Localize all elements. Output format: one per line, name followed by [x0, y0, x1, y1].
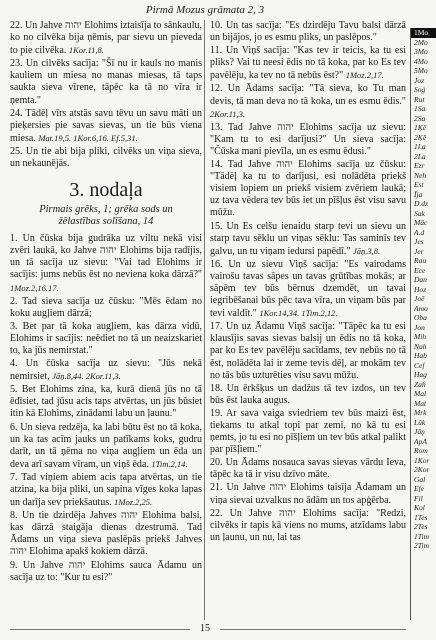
verse-text: 3. Bet par tā koka augļiem, kas dārza vidū, Elohims ir sacījis: neēdiet no tā un neaizskariet to, ka jūs nemirstat." [10, 320, 202, 356]
book-tab[interactable]: Gal [414, 474, 426, 484]
verse-text: 9. Un Jahve יהוה Elohims sauca Ādamu un sacīja uz to: "Kur tu esi?" [10, 559, 202, 583]
book-tab[interactable]: Mal [414, 389, 427, 398]
verse [210, 221, 406, 258]
running-header: Pirmā Mozus grāmata 2, 3 [145, 4, 265, 16]
footer-rule-right [220, 629, 406, 630]
verse-text: 5. Bet Elohims zina, ka, kurā dienā jūs no tā ēdīsiet, tad jūsu acis taps atvērtas, un jūs būsiet itin kā Elohims, zinādami labu un ļaunu." [10, 384, 202, 420]
verse-text: 25. Un tie abi bija pliki, cilvēks un viņa sieva, un nekaunējās. [10, 145, 202, 170]
verse-text: 2. Tad sieva sacīja uz čūsku: "Mēs ēdam no koku augļiem dārzā; [10, 295, 202, 319]
verse-text: 14. Tad Jahve יהוה Elohims sacīja uz čūsku: "Tādēļ ka tu to darījusi, esi nolādēta priekš visiem lopiem un priekš visiem zvēriem laukā; uz tava vēdera tev būs iet un pīšļus ēst visu savu mūžu. [210, 159, 406, 219]
verse [210, 408, 406, 456]
book-tab[interactable]: Hab [414, 351, 427, 360]
book-tab[interactable]: Zah [414, 379, 426, 389]
book-tab[interactable]: Rau [414, 256, 427, 265]
verse-reference: 1Moz.2,16.17. [10, 282, 59, 293]
book-tab[interactable]: 2Tes [414, 522, 428, 531]
verse-reference: Mat.19,5. 1Kor.6,16. Ef.5,31. [38, 132, 138, 143]
verse [210, 383, 406, 407]
verse [10, 422, 202, 471]
book-tab[interactable]: Neh [414, 170, 427, 180]
chapter-subtitle [10, 204, 202, 228]
verse [10, 510, 202, 558]
book-tab[interactable]: Joē [414, 294, 425, 303]
chapter-subtitle-line-2: žēlastības solīšana, 14 [58, 216, 154, 228]
verse-reference: 1Kor.11,8. [68, 45, 104, 56]
verse [210, 508, 406, 544]
verse [210, 259, 406, 320]
verse [210, 83, 406, 120]
verse [10, 358, 202, 383]
verse [10, 146, 202, 170]
verse [10, 472, 202, 509]
book-tab[interactable]: A.d [414, 227, 425, 237]
verse [210, 159, 406, 219]
book-tab[interactable]: Mih [414, 332, 427, 341]
book-tab[interactable]: Ezr [414, 161, 425, 170]
verse [10, 233, 202, 294]
book-tab[interactable]: Dan [414, 275, 427, 284]
verse-text: 18. Un ērkšķus un dadžus tā tev izdos, un tev būs ēst lauka augus. [210, 382, 406, 406]
verse [210, 45, 406, 82]
verse-reference: 1Moz.2,25. [114, 497, 153, 508]
chapter-heading: 3. nodaļa [69, 179, 143, 202]
verse-text: 21. Un Jahve יהוה Elohims taisīja Ādamam un viņa sievai uzvalkus no ādām un tos apģērba. [210, 482, 406, 506]
left-column [10, 20, 202, 585]
verse [210, 457, 406, 481]
column-divider [204, 20, 205, 620]
book-tab[interactable]: 2La [414, 151, 426, 161]
book-tab[interactable]: 2Tim [414, 541, 430, 550]
verse-text: 19. Ar sava vaiga sviedriem tev būs maizi ēst, tiekams tu atkal topi par zemi, no kā tu esi ņemts, jo tu esi no pīšļiem un tev būs atkal palikt par pīšļiem." [210, 407, 406, 456]
verse-text: 17. Un uz Ādamu Viņš sacīja: "Tāpēc ka tu esi klausījis savas sievas balsij un ēdis no tā koka, par ko Es tev pavēlēju sacīdams, tev nebūs no tā ēst, nolādēta lai ir zeme tevis dēļ, ar mokām tev no tās būs uzturēties visu savu mūžu. [210, 321, 406, 381]
verse-text: 24. Tādēļ vīrs atstās savu tēvu un savu māti un pieķersies pie savas sievas, un tie būs viena miesa. [10, 107, 202, 144]
book-tab[interactable]: Mat [414, 398, 427, 408]
book-tab[interactable]: 1Tes [414, 512, 428, 522]
verse-text: 7. Tad viņiem abiem acis tapa atvērtas, un tie atzina, ka bija pliki, un sapina vīges koka lapas un darīja sev priekšautus. [10, 471, 202, 509]
verse-reference: 1Kor.14,34. 1Tim.2,12. [259, 308, 338, 319]
page-footer [0, 622, 410, 636]
book-tab[interactable]: Efe [414, 484, 424, 493]
verse-text: 6. Un sieva redzēja, ka labi būtu ēst no tā koka, un ka tas acīm jauks un patīkams koks, gudru darīt, un tā ņēma no viņa augļiem un ēda un deva arī savam vīram, un viņš ēda. [10, 421, 202, 470]
verse [10, 20, 202, 57]
book-tab[interactable]: Soģ [414, 85, 426, 94]
book-tab-rail [410, 28, 436, 620]
verse-text: 13. Tad Jahve יהוה Elohims sacīja uz sievu: "Kam tu to esi darījusi?" Un sieva sacīja: "Čūska mani pievīla, un es esmu ēdusi." [210, 121, 406, 157]
book-tab[interactable]: Sak [414, 208, 425, 218]
verse-text: 1. Un čūska bija gudrāka uz viltu nekā visi zvēri laukā, ko Jahve יהוה Elohims bija radījis, un tā sacīja uz sievu: "Vai tad Elohims ir sacījis: jums nebūs ēst no neviena koka dārzā?" [10, 233, 202, 281]
book-tab[interactable]: 5Mo [414, 66, 428, 75]
book-tab[interactable]: Hag [414, 370, 427, 379]
verse [10, 58, 202, 106]
verse-text: 15. Un Es celšu ienaidu starp tevi un sievu un starp tavu sēklu un viņas sēklu: Tas saminīs tev galvu, un tu viņam iedursi papēdī." [210, 220, 406, 257]
book-tab[interactable]: Nah [414, 341, 427, 351]
chapter-subtitle-line-1: Pirmais grēks, 1; grēka sods un [39, 204, 173, 216]
book-tab[interactable]: Fil [414, 493, 423, 503]
book-tab[interactable]: 1Kor [414, 455, 430, 465]
page-number: 15 [200, 623, 210, 634]
book-tab[interactable]: 3Mo [414, 47, 428, 56]
right-column [210, 20, 406, 545]
book-tab[interactable]: 1Tim [414, 531, 430, 541]
book-tab[interactable]: 2Sa [414, 113, 426, 123]
left-bottom-verses [10, 233, 202, 584]
verse-reference: Jāņ.3,8. [352, 245, 381, 256]
verse-text: 22. Un Jahve יהוה Elohims sacīja: "Redzi, cilvēks ir tapis kā viens no mums, atzīdams labu un ļaunu, un nu, lai tas [210, 507, 406, 543]
book-tab[interactable]: 2Mo [414, 37, 428, 47]
book-tab[interactable]: 1Ķē [414, 123, 427, 132]
book-tab[interactable]: ApA [414, 436, 427, 446]
book-tab[interactable]: Jes [414, 237, 424, 246]
verse [210, 321, 406, 381]
verse [210, 482, 406, 506]
verse-text: 22. Un Jahve יהוה Elohims iztaisīja to sānkaulu, ko no cilvēka bija ņēmis, par sievu un pieveda to pie cilvēka. [10, 20, 202, 57]
book-tab[interactable]: Est [414, 180, 424, 189]
book-tab[interactable]: 2Kor [414, 465, 430, 474]
verse-text: 10. Un tas sacīja: "Es dzirdēju Tavu balsi dārzā un bijājos, jo es esmu pliks, un paslēpos." [210, 20, 406, 44]
book-tab[interactable]: Joz [414, 75, 424, 85]
verse [10, 384, 202, 420]
book-tab[interactable]: Māc [414, 218, 428, 227]
verse [10, 108, 202, 145]
book-tab[interactable]: Ece [414, 265, 426, 275]
verse-text: 23. Un cilvēks sacīja: "Šī nu ir kauls no manis kauliem un miesa no manas miesas, tā taps saukta sieva vīrene, tāpēc ka tā no vīra ir ņemta." [10, 58, 202, 106]
book-tab[interactable]: Kol [414, 503, 425, 512]
verse-text: 11. Un Viņš sacīja: "Kas tev ir teicis, ka tu esi pliks? Vai tu neesi ēdis no tā koka, par ko Es tev pavēlēju, ka tev no tā nebūs ēst?" [210, 45, 406, 82]
book-tab[interactable]: Oba [414, 313, 427, 322]
book-tab[interactable]: Rut [414, 94, 425, 104]
book-tab[interactable]: 1Mo [411, 28, 436, 38]
verse-reference: Jāņ.8,44. 2Kor.11,3. [52, 371, 121, 382]
verse-reference: 2Kor.11,3. [210, 108, 246, 119]
book-tab[interactable]: Jāņ [414, 427, 425, 436]
book-tab[interactable]: D.dz [414, 199, 428, 208]
book-tab[interactable]: Rom [414, 446, 428, 455]
verse [210, 20, 406, 44]
book-tab[interactable]: 4Mo [414, 56, 428, 66]
verse-reference: 1Tim.2,14. [151, 458, 188, 469]
book-tab[interactable]: Lūk [414, 417, 426, 427]
book-tab[interactable]: Jer [414, 246, 424, 256]
verse-text: 4. Un čūska sacīja uz sievu: "Jūs nekā nemirsiet, [10, 358, 202, 383]
book-tab[interactable]: 2Ķē [414, 132, 427, 142]
book-tab[interactable]: Īja [414, 189, 423, 199]
verse [210, 122, 406, 158]
verse-reference: 1Moz.2,17. [345, 70, 384, 81]
verse [10, 560, 202, 584]
verse [10, 296, 202, 320]
verse [10, 321, 202, 357]
book-tab[interactable]: Amo [414, 303, 428, 313]
book-tab[interactable]: 1Sa [414, 104, 426, 113]
footer-rule-left [10, 629, 190, 630]
left-top-verses [10, 20, 202, 170]
book-tab[interactable]: Mrk [414, 408, 427, 417]
book-tab[interactable]: Jon [414, 322, 425, 332]
book-tab[interactable]: 1La [414, 142, 426, 151]
verse-text: 20. Un Ādams nosauca savas sievas vārdu Ieva, tāpēc ka tā ir visu dzīvo māte. [210, 457, 406, 481]
verse-text: 12. Un Ādams sacīja: "Tā sieva, ko Tu man devis, tā man deva no tā koka, un es esmu ēdis." [210, 83, 406, 107]
book-tab[interactable]: Hoz [414, 284, 427, 294]
book-tab[interactable]: Cef [414, 360, 425, 370]
verse-text: 16. Un uz sievu Viņš sacīja: "Es vairodams vairošu tavas sāpes un tavas grūtības mokās; ar sāpēm tev būs bērnus dzemdēt, un tavai iegribēšanai būs pēc tava vīra, un viņam būs par tevi valdīt." [210, 258, 406, 320]
verse-text: 8. Un tie dzirdēja Jahves יהוה Elohima balsi, kas dārzā staigāja dienas dzestrumā. Tad Ādams un viņa sieva paslēpās priekš Jahves יהוה Elohima apakš kokiem dārzā. [10, 510, 202, 558]
